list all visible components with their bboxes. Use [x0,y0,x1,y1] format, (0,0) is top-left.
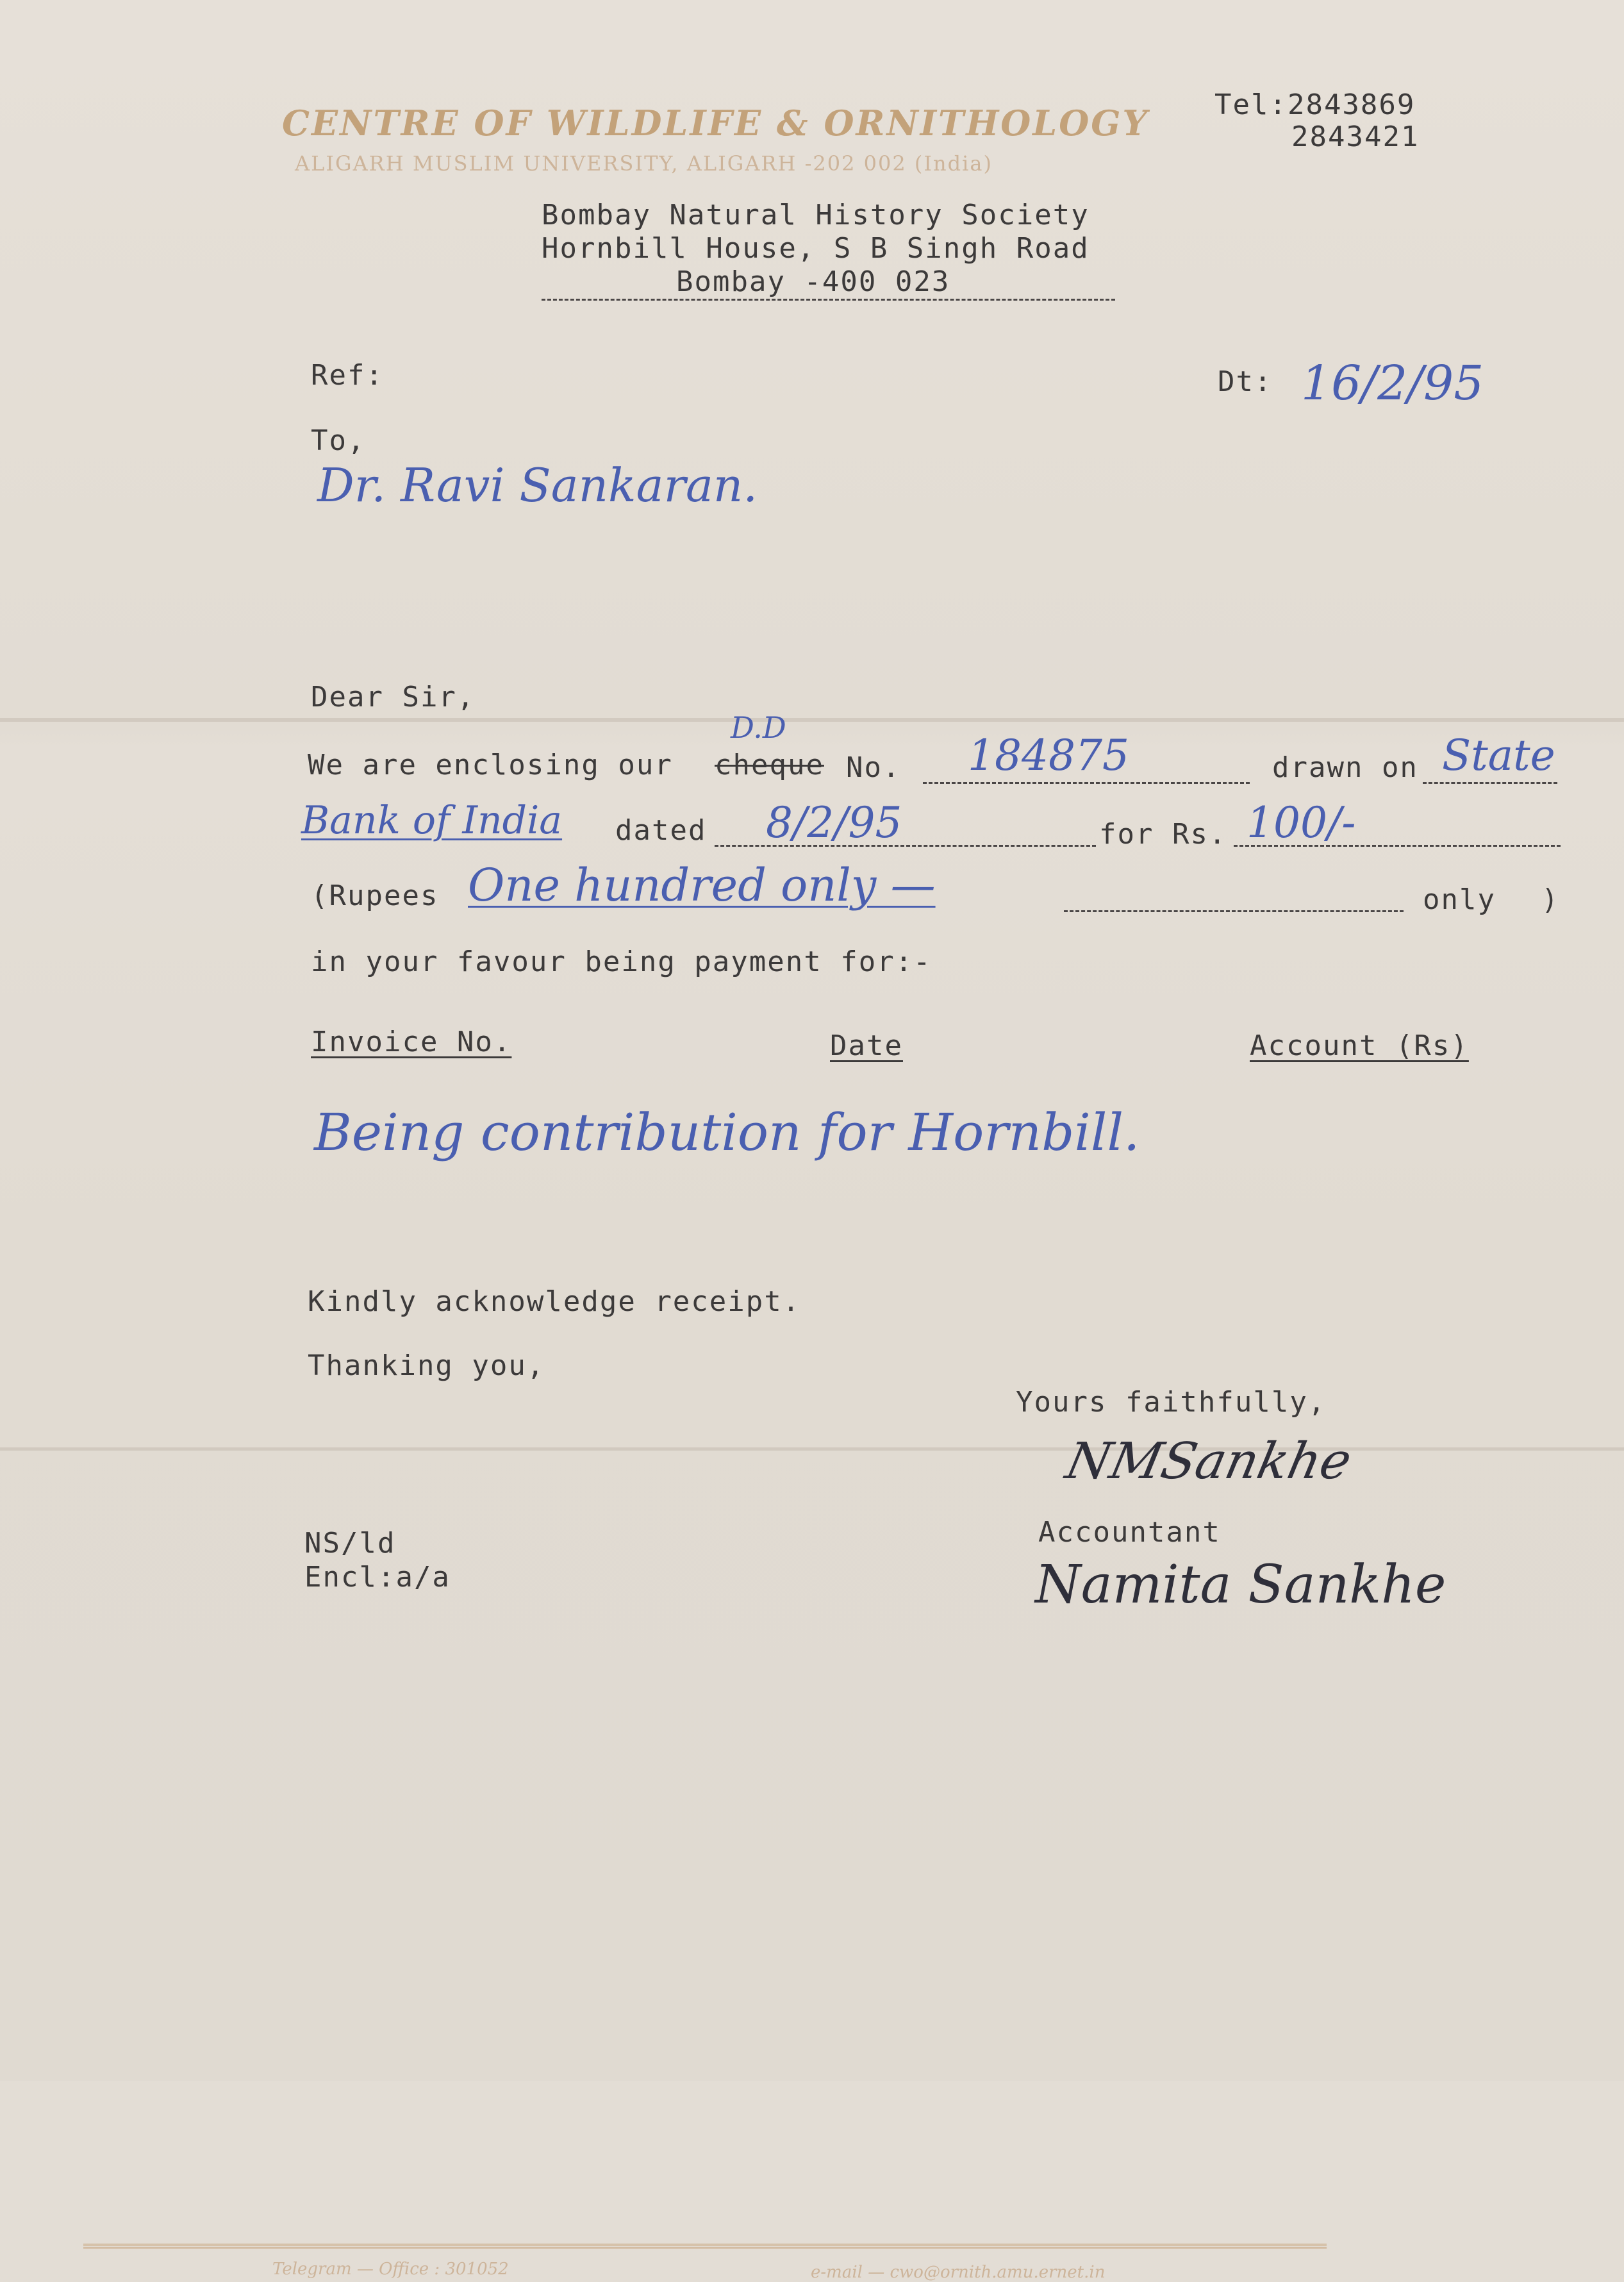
bank-name-part2: Bank of India [301,798,563,843]
ref-label: Ref: [311,359,384,392]
amount-figures: 100/- [1247,798,1356,847]
to-label: To, [311,424,366,457]
only-label: only [1423,883,1496,916]
payment-note: Being contribution for Hornbill. [314,1103,1140,1162]
bank-blank-1 [1423,782,1557,784]
amount-words-blank [1064,910,1404,912]
acknowledge-text: Kindly acknowledge receipt. [308,1285,801,1318]
paper-fold [0,1447,1624,1451]
recipient-name: Dr. Ravi Sankaran. [317,458,758,512]
accountant-name: Namita Sankhe [1035,1554,1446,1615]
footer-email: e-mail — cwo@ornith.amu.ernet.in [811,2263,1106,2282]
accountant-title: Accountant [1038,1516,1221,1549]
bank-name-part1: State [1442,731,1555,780]
salutation: Dear Sir, [311,681,476,713]
date-header: Date [830,1029,903,1062]
sender-rule [542,299,1115,301]
reference-initials: NS/ld [304,1527,396,1560]
dated-value: 8/2/95 [766,798,902,847]
number-blank [923,782,1250,784]
telephone-line-1: Tel:2843869 [1214,88,1416,121]
dd-correction: D.D [731,710,786,745]
drawn-on-label: drawn on [1272,751,1418,784]
footer-rule [83,2247,1327,2249]
letterhead-title: CENTRE OF WILDLIFE & ORNITHOLOGY [282,103,1149,144]
amount-words: One hundred only — [468,859,936,912]
signature: NMSankhe [1061,1433,1357,1490]
date-label: Dt: [1218,365,1273,398]
rupees-label: (Rupees [311,879,439,912]
telephone-line-2: 2843421 [1291,121,1420,153]
invoice-no-header: Invoice No. [311,1026,512,1058]
letterhead-subtitle: ALIGARH MUSLIM UNIVERSITY, ALIGARH -202 002 (India) [295,151,993,176]
close-paren: ) [1541,883,1560,916]
draft-number: 184875 [968,731,1129,780]
sender-line-2: Hornbill House, S B Singh Road [542,232,1090,265]
enclosing-text: We are enclosing our [308,749,673,781]
yours-faithfully: Yours faithfully, [1016,1386,1327,1419]
paper-fold [0,718,1624,722]
favour-text: in your favour being payment for:- [311,945,932,978]
footer-band [83,2244,1327,2246]
for-rs-label: for Rs. [1099,818,1227,851]
struck-cheque: cheque [715,749,824,781]
sender-line-3: Bombay -400 023 [676,265,950,298]
no-label: No. [846,751,901,784]
thanking-text: Thanking you, [308,1349,545,1382]
dated-label: dated [615,814,707,847]
footer-telegram: Telegram — Office : 301052 [272,2260,509,2279]
sender-line-1: Bombay Natural History Society [542,199,1090,231]
account-header: Account (Rs) [1250,1029,1469,1062]
dated-blank [715,845,1096,847]
amount-blank [1234,845,1561,847]
date-value: 16/2/95 [1301,356,1484,411]
enclosure-note: Encl:a/a [304,1561,451,1594]
